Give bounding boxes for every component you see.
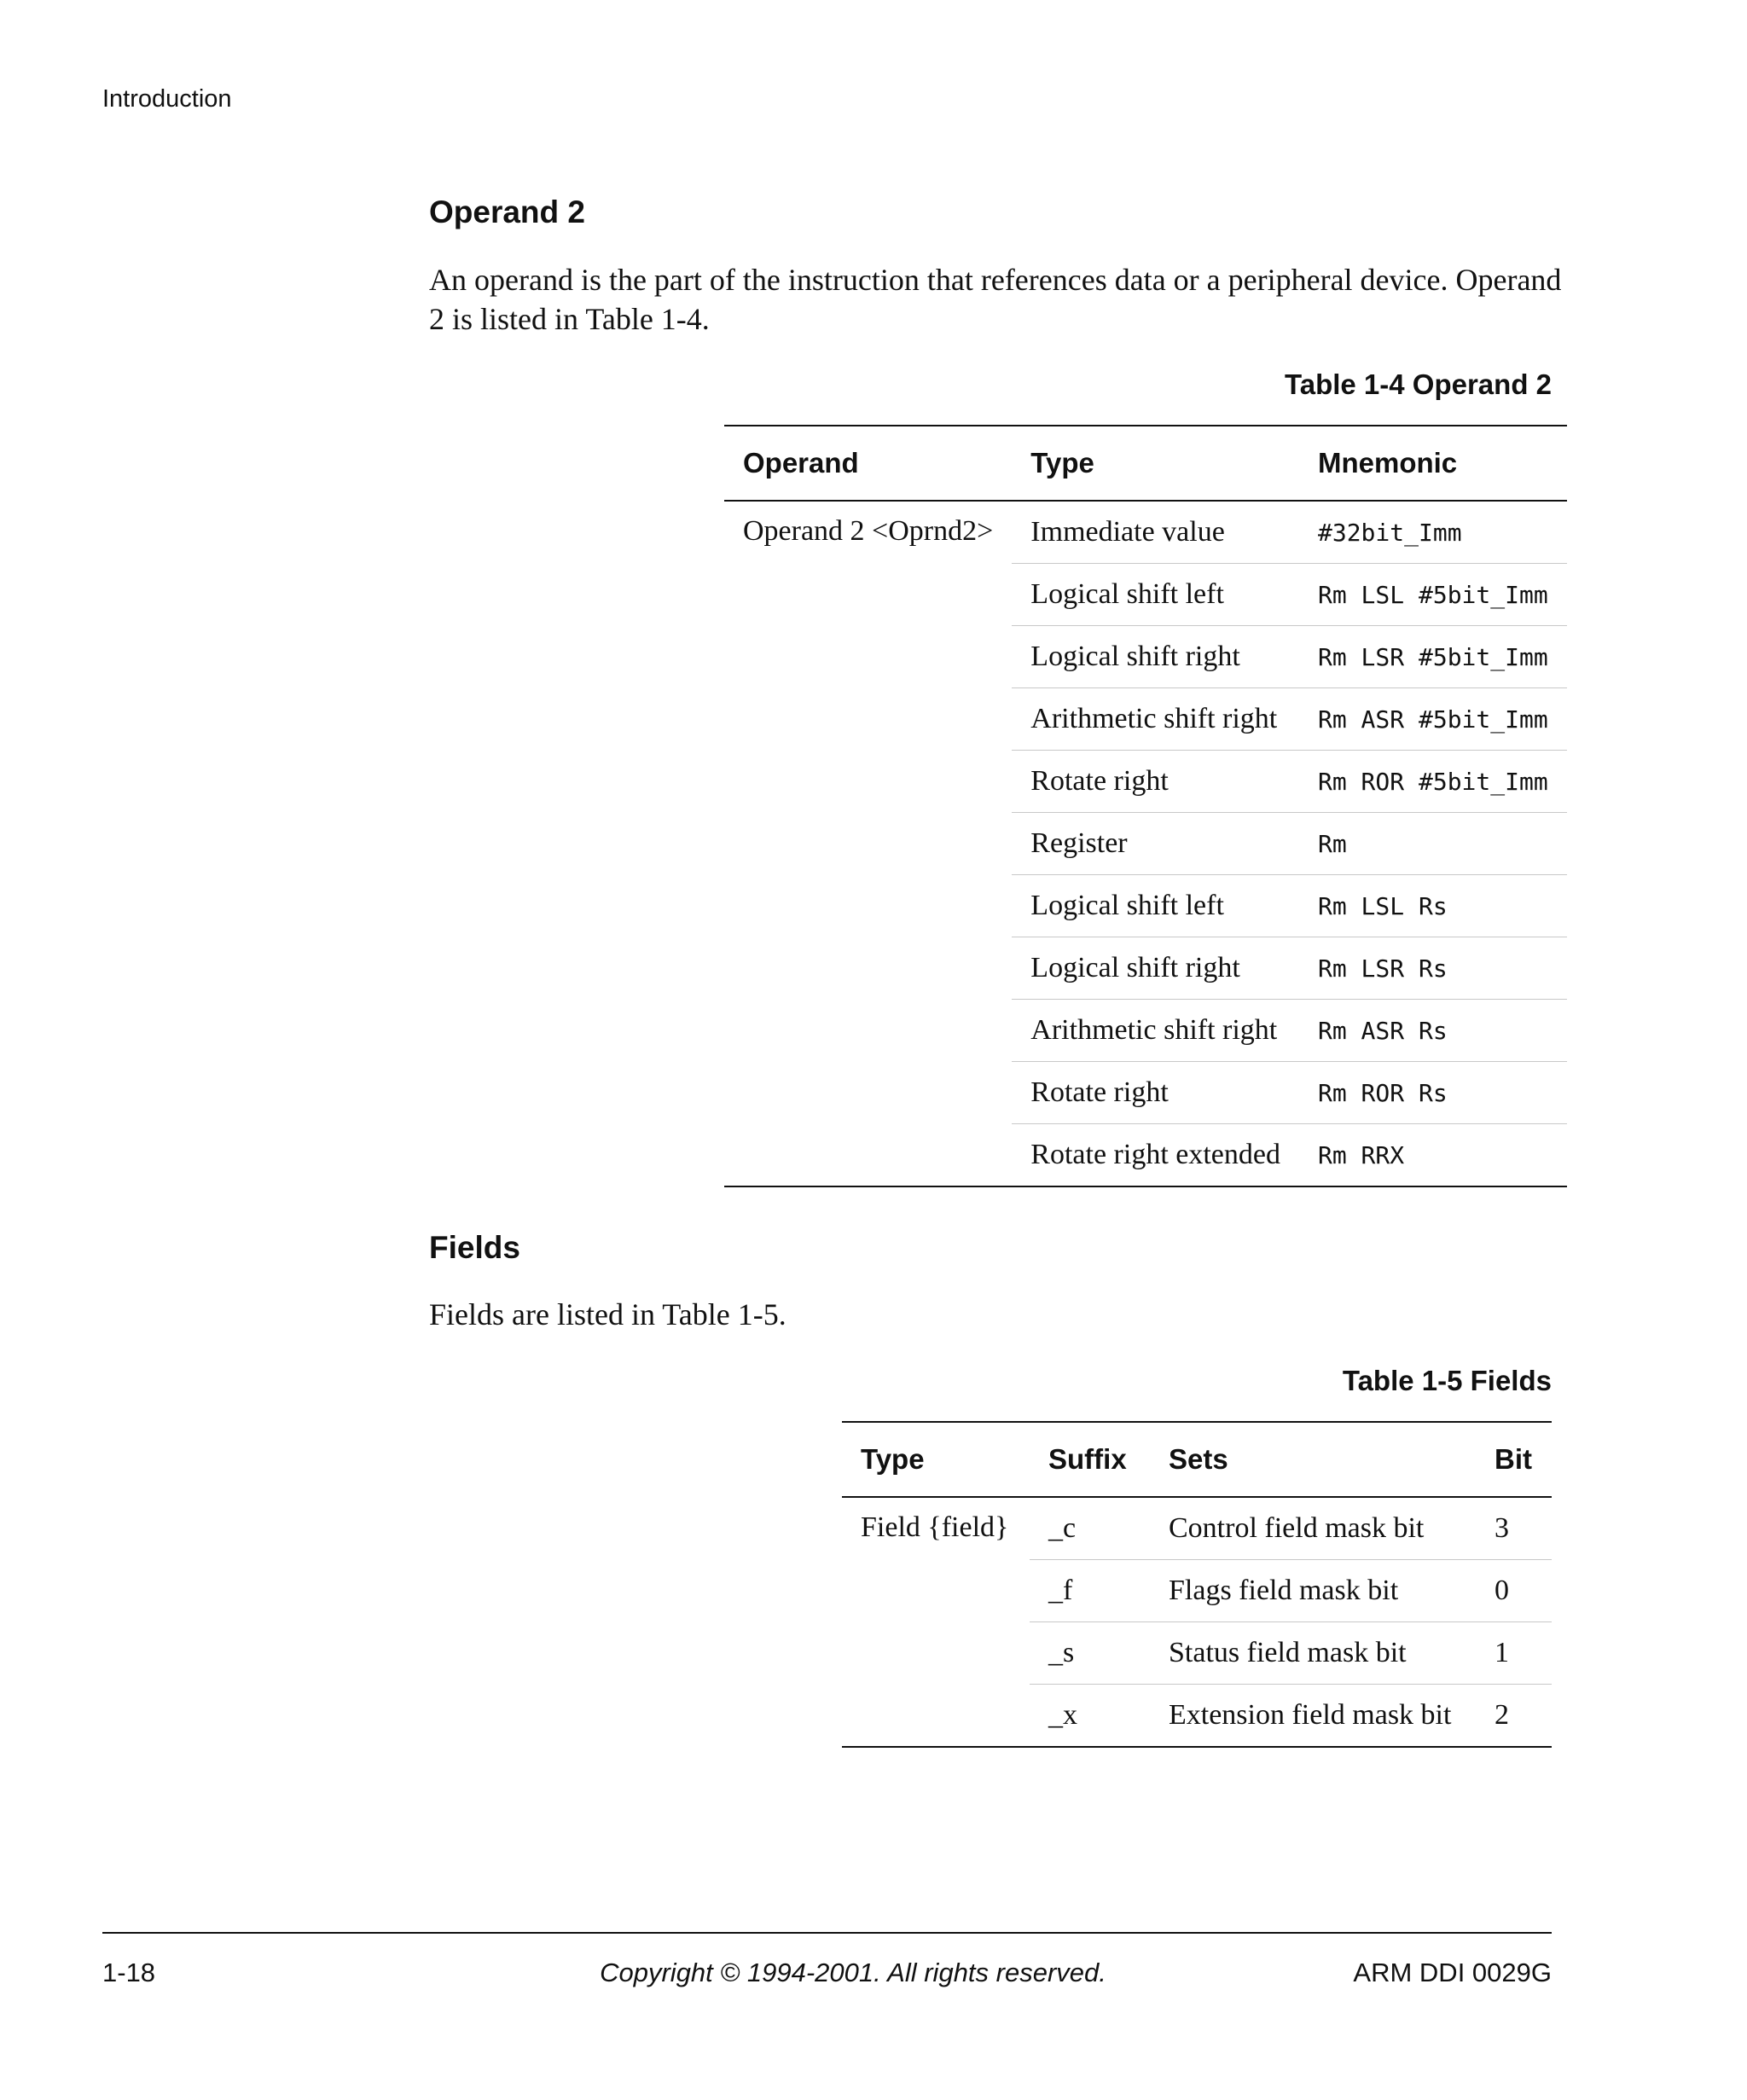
column-header-type: Type	[1012, 426, 1299, 501]
fields-table	[842, 1421, 1552, 1748]
fields-paragraph: Fields are listed in Table 1-5.	[429, 1297, 786, 1331]
field-type-cell: Field {field}	[842, 1497, 1030, 1747]
type-cell: Rotate right extended	[1012, 1124, 1299, 1187]
column-header-bit: Bit	[1476, 1422, 1552, 1497]
page-number: 1-18	[102, 1958, 156, 1987]
type-cell: Arithmetic shift right	[1012, 1000, 1299, 1062]
bit-cell: 2	[1476, 1685, 1552, 1748]
section-heading-fields: Fields	[429, 1230, 520, 1265]
suffix-cell: _s	[1030, 1622, 1150, 1685]
type-cell: Rotate right	[1012, 1062, 1299, 1124]
type-cell: Immediate value	[1012, 501, 1299, 564]
type-cell: Logical shift left	[1012, 564, 1299, 626]
type-cell: Logical shift right	[1012, 937, 1299, 1000]
operand-2-table	[724, 425, 1552, 1187]
column-header-type: Type	[842, 1422, 1030, 1497]
table-header-row	[842, 1422, 1552, 1497]
footer-divider	[102, 1932, 1552, 1934]
operand-cell: Operand 2 <Oprnd2>	[724, 501, 1012, 1186]
suffix-cell: _f	[1030, 1560, 1150, 1622]
mnemonic-cell: Rm RRX	[1299, 1124, 1567, 1187]
mnemonic-cell: Rm ASR #5bit_Imm	[1299, 688, 1567, 751]
bit-cell: 1	[1476, 1622, 1552, 1685]
column-header-operand: Operand	[724, 426, 1012, 501]
mnemonic-cell: Rm LSL #5bit_Imm	[1299, 564, 1567, 626]
suffix-cell: _x	[1030, 1685, 1150, 1748]
mnemonic-cell: Rm ROR Rs	[1299, 1062, 1567, 1124]
mnemonic-cell: Rm ASR Rs	[1299, 1000, 1567, 1062]
table-1-4-caption: Table 1-4 Operand 2	[1285, 368, 1552, 400]
table-row	[724, 501, 1567, 564]
column-header-suffix: Suffix	[1030, 1422, 1150, 1497]
type-cell: Arithmetic shift right	[1012, 688, 1299, 751]
table-header-row	[724, 426, 1567, 501]
bit-cell: 3	[1476, 1497, 1552, 1560]
mnemonic-cell: Rm LSR Rs	[1299, 937, 1567, 1000]
mnemonic-cell: Rm LSR #5bit_Imm	[1299, 626, 1567, 688]
mnemonic-cell: #32bit_Imm	[1299, 501, 1567, 564]
sets-cell: Status field mask bit	[1150, 1622, 1476, 1685]
mnemonic-cell: Rm	[1299, 813, 1567, 875]
table-row	[842, 1497, 1552, 1560]
type-cell: Register	[1012, 813, 1299, 875]
mnemonic-cell: Rm LSL Rs	[1299, 875, 1567, 937]
section-heading-operand-2: Operand 2	[429, 194, 585, 229]
running-header: Introduction	[102, 85, 232, 113]
type-cell: Logical shift right	[1012, 626, 1299, 688]
suffix-cell: _c	[1030, 1497, 1150, 1560]
sets-cell: Extension field mask bit	[1150, 1685, 1476, 1748]
sets-cell: Control field mask bit	[1150, 1497, 1476, 1560]
column-header-sets: Sets	[1150, 1422, 1476, 1497]
type-cell: Rotate right	[1012, 751, 1299, 813]
sets-cell: Flags field mask bit	[1150, 1560, 1476, 1622]
copyright-notice: Copyright © 1994-2001. All rights reserved.	[600, 1958, 1106, 1987]
table-1-5-caption: Table 1-5 Fields	[1342, 1365, 1552, 1396]
mnemonic-cell: Rm ROR #5bit_Imm	[1299, 751, 1567, 813]
document-id: ARM DDI 0029G	[1353, 1958, 1552, 1987]
operand-2-paragraph: An operand is the part of the instruction that references data or a peripheral device. Operand 2 is listed in Table 1-4.	[429, 263, 1562, 336]
bit-cell: 0	[1476, 1560, 1552, 1622]
column-header-mnemonic: Mnemonic	[1299, 426, 1567, 501]
type-cell: Logical shift left	[1012, 875, 1299, 937]
